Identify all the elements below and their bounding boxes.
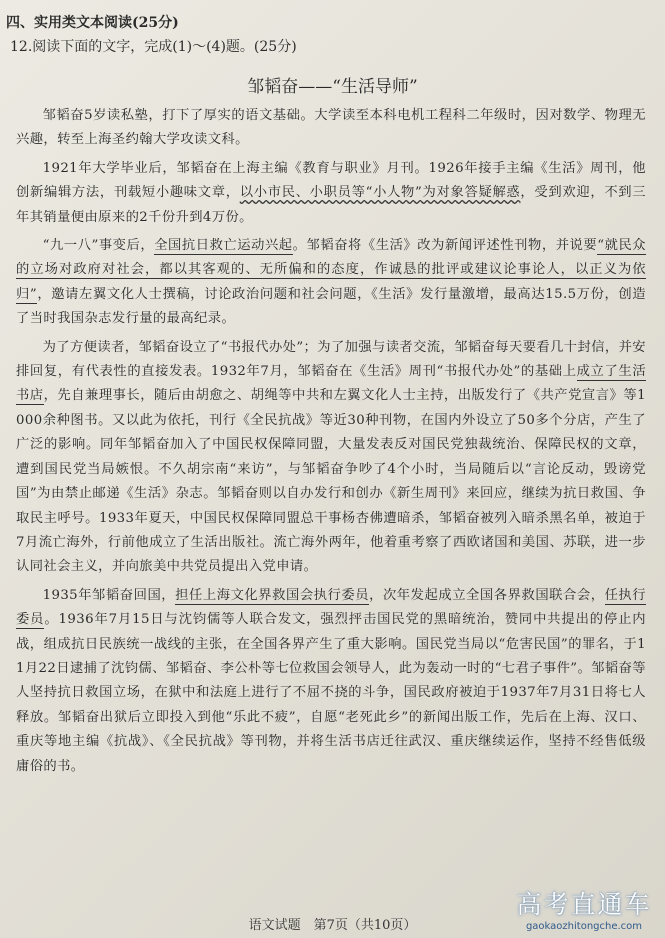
watermark-url: gaokaozhitongche.com bbox=[525, 921, 643, 932]
section-heading: 四、实用类文本阅读(25分) bbox=[6, 15, 179, 31]
paragraph-5-text-a: 1935年邹韬奋回国， bbox=[42, 587, 176, 603]
paragraph-3-text-a: “九一八”事变后， bbox=[42, 238, 155, 254]
paragraph-1: 邹韬奋5岁读私塾，打下了厚实的语文基础。大学读至本科电机工程科二年级时，因对数学、物理无兴趣，转至上海圣约翰大学攻读文科。 bbox=[16, 108, 646, 148]
paragraph-5-text-c: 。1936年7月15日与沈钧儒等人联合发文，强烈抨击国民党的黑暗统治，赞同中共提出的停止内战，组成抗日民族统一战线的主张，在全国各界产生了重大影响。国民党当局以“危害民国”的罪名，于11月22日逮捕了沈钧儒、邹韬奋、李公朴等七位救国会领导人，此为轰动一时的“七君子事件”。邹韬奋等人坚持抗日救国立场，在狱中和法庭上进行了不屈不挠的斗争，国民政府被迫于1937年7月31日将七人释放。邹韬奋出狱后立即投入到他“乐此不疲”，自愿“老死此乡”的新闻出版工作，先后在上海、汉口、重庆等地主编《抗战》、《全民抗战》等刊物，并将生活书店迁往武汉、重庆继续运作，坚持不经售低级庸俗的书。 bbox=[16, 612, 646, 774]
paragraph-3-text-b: 。邹韬奋将《生活》改为新闻评述性刊物，并说要 bbox=[292, 238, 598, 254]
paragraph-5-marked-1: 担任上海文化界救国会执行委员 bbox=[175, 587, 370, 603]
paragraph-3-marked-1: 全国抗日救亡运动兴起 bbox=[154, 238, 293, 254]
watermark-logo bbox=[509, 885, 659, 932]
paragraph-4-text-b: ，先自兼理事长，随后由胡愈之、胡绳等中共和左翼文化人士主持，出版发行了《共产党宣言》等1000余种图书。又以此为依托，刊行《全民抗战》等近30种刊物，在国内外设立了50多个分店，产生了广泛的影响。同年邹韬奋加入了中国民权保障同盟，大量发表反对国民党独裁统治、保障民权的文章，遭到国民党当局嫉恨。不久胡宗南“来访”，与邹韬奋争吵了4个小时，当局随后以“言论反动，毁谤党国”为由禁止邮递《生活》杂志。邹韬奋则以自办发行和创办《新生周刊》来回应，继续为抗日救国、争取民主呼号。1933年夏天，中国民权保障同盟总干事杨杏佛遭暗杀，邹韬奋被列入暗杀黑名单，被迫于7月流亡海外，行前他成立了生活出版社。流亡海外两年，他着重考察了西欧诸国和美国、苏联，进一步认同社会主义，并向旅美中共党员提出入党申请。 bbox=[16, 388, 646, 575]
paragraph-4-marked: 成立了生活书店 bbox=[16, 364, 647, 404]
paragraph-3-text-c: ，邀请左翼文化人士撰稿，讨论政治问题和社会问题，《生活》发行量激增，最高达15.5万份，创造了当时我国杂志发行量的最高纪录。 bbox=[16, 286, 646, 327]
article-body bbox=[16, 104, 646, 783]
paragraph-2-marked: 以小市民、小职员等“小人物”为对象答疑解惑 bbox=[239, 185, 521, 201]
paragraph-5-text-b: ，次年发起成立全国各界救国联合会， bbox=[369, 587, 605, 603]
paragraph-2 bbox=[16, 157, 646, 230]
question-prompt: 12.阅读下面的文字，完成(1)～(4)题。(25分) bbox=[10, 39, 297, 55]
paragraph-2-text-b: ，受到欢迎，不到三年其销量便由原来的2千份升到4万份。 bbox=[16, 185, 646, 225]
paragraph-3 bbox=[16, 234, 646, 332]
paragraph-5 bbox=[16, 584, 646, 779]
paragraph-4 bbox=[16, 336, 646, 580]
page-footer: 语文试题 第7页（共10页） bbox=[248, 918, 417, 933]
paragraph-2-text-a: 1921年大学毕业后，邹韬奋在上海主编《教育与职业》月刊。1926年接手主编《生活》周刊，他创新编辑方法，刊载短小趣味文章， bbox=[16, 160, 646, 201]
paragraph-4-text-a: 为了方便读者，邹韬奋设立了“书报代办处”；为了加强与读者交流，邹韬奋每天要看几十封信，并安排回复，有代表性的直接发表。1932年7月，邹韬奋在《生活》周刊“书报代办处”的基础上 bbox=[16, 339, 646, 380]
article-title: 邹韬奋——“生活导师” bbox=[247, 77, 418, 97]
watermark-main: 高考直通车 bbox=[516, 890, 652, 919]
paragraph-5-marked-2: 任执行委员 bbox=[16, 587, 646, 628]
paragraph-3-marked-2: “就民众的立场对政府对社会，都以其客观的、无所偏和的态度，作诚恳的批评或建议论事论人，以正义为依归” bbox=[16, 238, 646, 302]
